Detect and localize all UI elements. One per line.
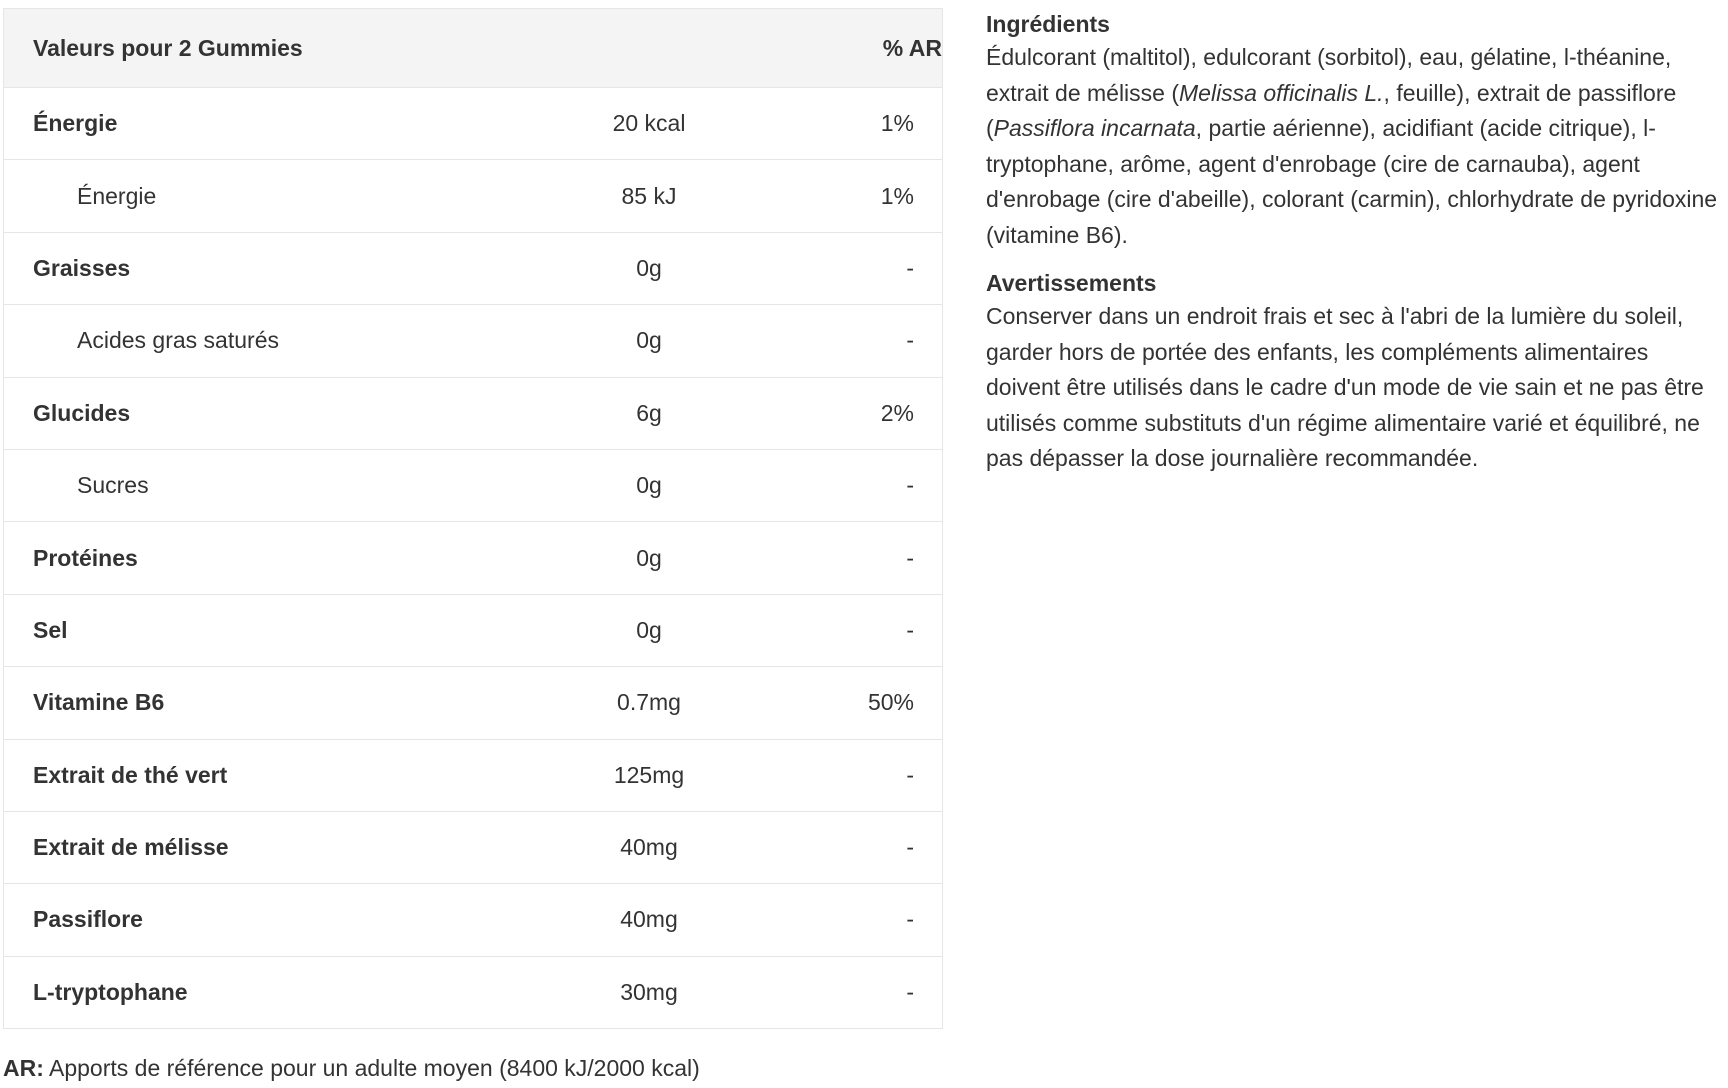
nutrient-amount: 0g [636, 472, 662, 499]
nutrient-name: L-tryptophane [33, 978, 188, 1005]
warnings-title: Avertissements [986, 270, 1157, 296]
nutrient-amount: 85 kJ [621, 182, 677, 209]
ingredients-text-part: Édulcorant (maltitol), edulcorant (sorbitol), eau, gélatine, l-théanine, extrait de mélisse ( [986, 44, 1672, 106]
nutrient-ar: - [906, 761, 914, 788]
nutrient-ar: 2% [880, 399, 914, 426]
table-row [4, 159, 942, 231]
nutrient-amount: 6g [636, 399, 662, 426]
table-row [4, 956, 942, 1028]
nutrient-name: Graisses [33, 254, 131, 281]
nutrient-amount: 0g [636, 544, 662, 571]
table-row [4, 594, 942, 666]
nutrient-ar: - [906, 978, 914, 1005]
nutrient-name: Énergie [77, 182, 157, 209]
nutrient-name: Acides gras saturés [77, 327, 279, 354]
ar-column-label: % AR [882, 34, 942, 61]
nutrient-ar: - [906, 254, 914, 281]
nutrient-name: Extrait de mélisse [33, 834, 229, 861]
nutrient-ar: 1% [880, 110, 914, 137]
nutrient-name: Sucres [77, 472, 149, 499]
table-row [4, 377, 942, 449]
product-details [986, 8, 1726, 491]
warnings-text: Conserver dans un endroit frais et sec à l'abri de la lumière du soleil, garder hors de portée des enfants, les compléments alimentaires doivent être utilisés dans le cadre d'un mode de vie sain et ne pas être utilisés comme substituts d'un régime alimentaire varié et équilibré, ne pas dépasser la dose journalière recommandée. [986, 303, 1704, 471]
serving-label: Valeurs pour 2 Gummies [33, 34, 303, 61]
table-row [4, 521, 942, 593]
nutrient-name: Protéines [33, 544, 138, 571]
table-row [4, 449, 942, 521]
nutrient-amount: 0g [636, 327, 662, 354]
nutrient-ar: - [906, 906, 914, 933]
table-row [4, 811, 942, 883]
nutrient-name: Vitamine B6 [33, 689, 165, 716]
nutrient-ar: - [906, 472, 914, 499]
ingredients-latin-name: Passiflora incarnata [993, 115, 1196, 141]
table-row [4, 304, 942, 376]
nutrient-ar: - [906, 616, 914, 643]
nutrient-amount: 40mg [620, 906, 678, 933]
table-row [4, 883, 942, 955]
nutrient-ar: - [906, 834, 914, 861]
nutrient-name: Sel [33, 616, 68, 643]
nutrient-amount: 30mg [620, 978, 678, 1005]
nutrient-amount: 0g [636, 254, 662, 281]
ingredients-title: Ingrédients [986, 11, 1110, 37]
nutrient-name: Extrait de thé vert [33, 761, 228, 788]
ingredients-latin-name: Melissa officinalis L. [1179, 79, 1384, 106]
table-row [4, 739, 942, 811]
nutrient-ar: 50% [867, 689, 914, 716]
nutrient-name: Glucides [33, 399, 131, 426]
nutrient-name: Énergie [33, 110, 118, 137]
ar-footnote [3, 1055, 700, 1082]
nutrient-amount: 20 kcal [612, 110, 686, 137]
footnote-text: Apports de référence pour un adulte moyen (8400 kJ/2000 kcal) [43, 1055, 700, 1081]
ingredients-text-part: , partie aérienne), acidifiant (acide citrique), l-tryptophane, arôme, agent d'enrobage (cire de carnauba), agent d'enrobage (cire d'abeille), colorant (carmin), chlorhydrate de pyridoxine (vitamine B6). [986, 115, 1718, 248]
ingredients-text-part: , feuille), extrait de passiflore ( [986, 79, 1677, 141]
nutrient-name: Passiflore [33, 906, 143, 933]
footnote-label: AR: [3, 1055, 44, 1081]
nutrient-amount: 0g [636, 616, 662, 643]
nutrition-table [3, 8, 943, 1029]
table-row [4, 232, 942, 304]
nutrient-ar: - [906, 544, 914, 571]
nutrient-amount: 125mg [613, 761, 685, 788]
nutrient-ar: 1% [880, 182, 914, 209]
ingredients-text [986, 40, 1726, 253]
nutrient-ar: - [906, 327, 914, 354]
table-row [4, 87, 942, 159]
table-row [4, 666, 942, 738]
nutrient-amount: 0.7mg [617, 689, 681, 716]
nutrition-table-header [4, 9, 942, 87]
nutrient-amount: 40mg [620, 834, 678, 861]
